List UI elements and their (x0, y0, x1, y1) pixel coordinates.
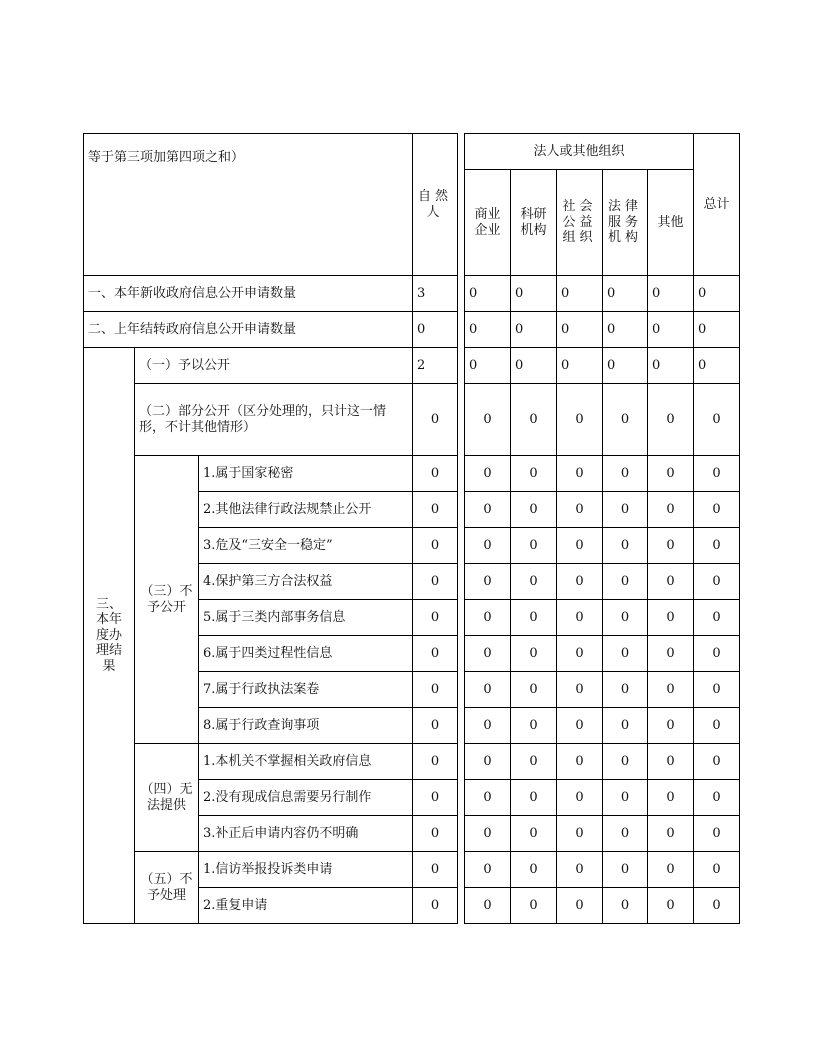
table-row: 2.其他法律行政法规禁止公开 0 0 0 0 0 0 0 (84, 492, 740, 528)
row-label: 一、本年新收政府信息公开申请数量 (84, 276, 413, 312)
header-total: 总计 (694, 134, 740, 276)
header-desc: 等于第三项加第四项之和） (88, 150, 245, 165)
row-label: 6.属于四类过程性信息 (199, 636, 413, 672)
row-label: （一）予以公开 (135, 348, 413, 384)
row-label: 8.属于行政查询事项 (199, 708, 413, 744)
table-row (84, 384, 740, 456)
table-row: 6.属于四类过程性信息 0 0 0 0 0 0 0 (84, 636, 740, 672)
cell-research: 0 (511, 276, 557, 312)
cell-legal-service: 0 (603, 348, 648, 384)
header-col-research: 科研机构 (511, 170, 557, 276)
cell-welfare: 0 (557, 312, 603, 348)
cell-business: 0 (465, 276, 511, 312)
table-row: （四）无法提供 1.本机关不掌握相关政府信息 0 0 0 0 0 0 0 (84, 744, 740, 780)
table-row (84, 276, 740, 312)
header-col-other: 其他 (648, 170, 694, 276)
table-row: （五）不予处理 1.信访举报投诉类申请 0 0 0 0 0 0 0 (84, 852, 740, 888)
cell-other: 0 (648, 348, 694, 384)
row-label: 3.危及“三安全一稳定” (199, 528, 413, 564)
header-legal-group: 法人或其他组织 (465, 134, 694, 170)
table-row: 2.重复申请 0 0 0 0 0 0 0 (84, 888, 740, 924)
cell-legal-service: 0 (603, 312, 648, 348)
cell-research: 0 (511, 348, 557, 384)
table-row: （三）不予公开 1.属于国家秘密 0 0 0 0 0 0 0 (84, 456, 740, 492)
header-natural-person: 自然人 (413, 134, 458, 276)
cell-total: 0 (694, 276, 740, 312)
cell-natural-person: 0 (413, 312, 458, 348)
cell-other: 0 (648, 276, 694, 312)
table-row: 3.补正后申请内容仍不明确 0 0 0 0 0 0 0 (84, 816, 740, 852)
row-label: 2.没有现成信息需要另行制作 (199, 780, 413, 816)
row-label: 4.保护第三方合法权益 (199, 564, 413, 600)
cell-business: 0 (465, 384, 511, 456)
row-label: 3.补正后申请内容仍不明确 (199, 816, 413, 852)
table-row: 8.属于行政查询事项 0 0 0 0 0 0 0 (84, 708, 740, 744)
row-label: 1.属于国家秘密 (199, 456, 413, 492)
cell-natural-person: 2 (413, 348, 458, 384)
row-label: 1.本机关不掌握相关政府信息 (199, 744, 413, 780)
group3-label: （三）不予公开 (135, 456, 199, 744)
cell-research: 0 (511, 312, 557, 348)
group4-label: （四）无法提供 (135, 744, 199, 852)
row-label: 2.其他法律行政法规禁止公开 (199, 492, 413, 528)
cell-business: 0 (465, 348, 511, 384)
header-gap (458, 134, 465, 276)
cell-natural-person: 3 (413, 276, 458, 312)
row-label: 7.属于行政执法案卷 (199, 672, 413, 708)
table-row (84, 348, 740, 384)
cell-welfare: 0 (557, 276, 603, 312)
table-row: 5.属于三类内部事务信息 0 0 0 0 0 0 0 (84, 600, 740, 636)
cell-business: 0 (465, 312, 511, 348)
cell-total: 0 (694, 348, 740, 384)
cell-total: 0 (694, 312, 740, 348)
cell-legal-service: 0 (603, 276, 648, 312)
row-label: 5.属于三类内部事务信息 (199, 600, 413, 636)
cell-research: 0 (511, 384, 557, 456)
table-row: 7.属于行政执法案卷 0 0 0 0 0 0 0 (84, 672, 740, 708)
group5-label: （五）不予处理 (135, 852, 199, 924)
cell-welfare: 0 (557, 348, 603, 384)
cell-welfare: 0 (557, 384, 603, 456)
header-col-welfare: 社会公益组织 (557, 170, 603, 276)
header-desc-cell (84, 134, 413, 276)
row-label: 2.重复申请 (199, 888, 413, 924)
gov-info-disclosure-table (83, 133, 740, 924)
header-col-legal-service: 法律服务机构 (603, 170, 648, 276)
table-row (84, 312, 740, 348)
cell-total: 0 (694, 384, 740, 456)
row-label: 二、上年结转政府信息公开申请数量 (84, 312, 413, 348)
cell-legal-service: 0 (603, 384, 648, 456)
row-label: 1.信访举报投诉类申请 (199, 852, 413, 888)
header-col-business: 商业企业 (465, 170, 511, 276)
cell-other: 0 (648, 312, 694, 348)
cell-other: 0 (648, 384, 694, 456)
table-row: 4.保护第三方合法权益 0 0 0 0 0 0 0 (84, 564, 740, 600)
cell-natural-person: 0 (413, 384, 458, 456)
row-label: （二）部分公开（区分处理的，只计这一情形，不计其他情形） (135, 384, 413, 456)
section3-label: 三、本年度办理结果 (84, 348, 135, 924)
table-row: 2.没有现成信息需要另行制作 0 0 0 0 0 0 0 (84, 780, 740, 816)
table-row: 3.危及“三安全一稳定” 0 0 0 0 0 0 0 (84, 528, 740, 564)
